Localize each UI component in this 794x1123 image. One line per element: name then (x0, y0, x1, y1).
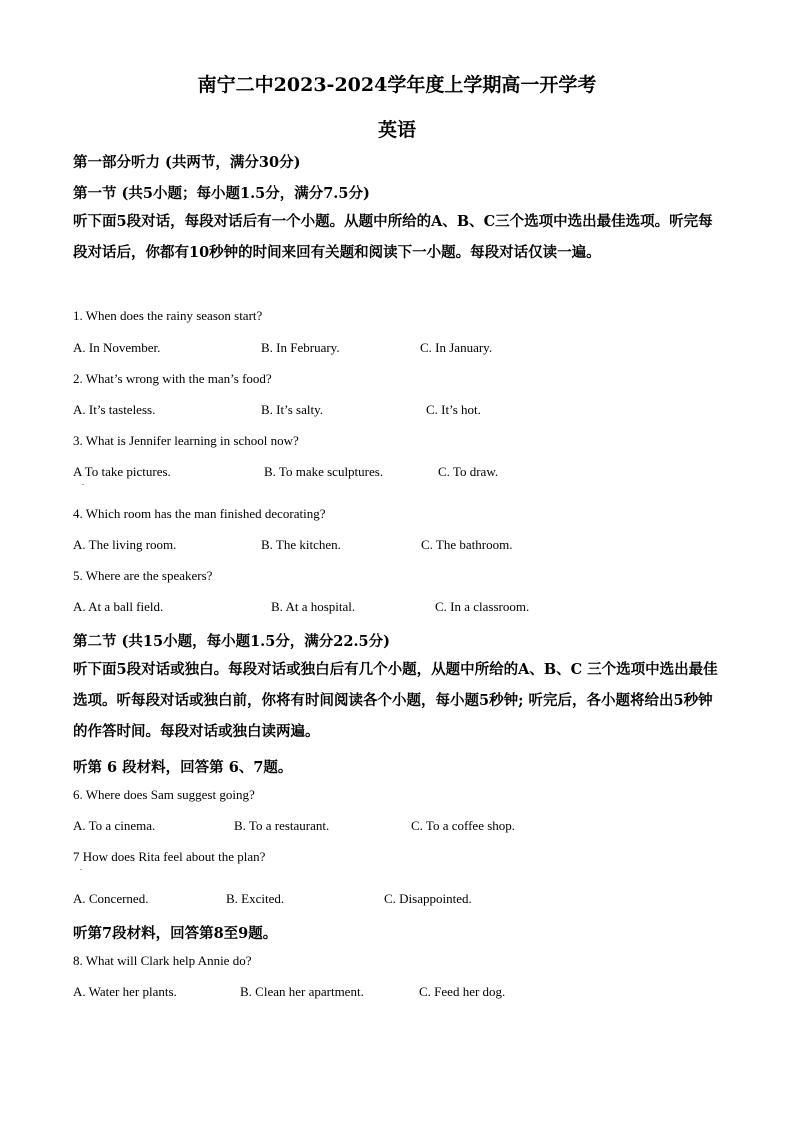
material6-heading: 听第 6 段材料，回答第 6、7题。 (73, 759, 293, 776)
option-a: A. To a cinema. (73, 818, 156, 833)
option-b: B. At a hospital. (271, 599, 356, 614)
option-c: C. The bathroom. (421, 537, 513, 552)
option-c: C. In a classroom. (435, 599, 530, 614)
option-c: C. Disappointed. (384, 891, 472, 906)
question-stem: 3. What is Jennifer learning in school now? (73, 433, 299, 448)
question-stem: 8. What will Clark help Annie do? (73, 953, 252, 968)
question-stem: 2. What’s wrong with the man’s food? (73, 371, 272, 386)
option-a: A. At a ball field. (73, 599, 164, 614)
option-b: B. The kitchen. (261, 537, 341, 552)
option-c: C. To draw. (438, 464, 499, 479)
question-stem: 6. Where does Sam suggest going? (73, 787, 255, 802)
question-stem: 5. Where are the speakers? (73, 568, 213, 583)
option-b: B. Clean her apartment. (240, 984, 364, 999)
option-a: A. In November. (73, 340, 161, 355)
question-stem: 7 How does Rita feel about the plan? (73, 849, 266, 864)
section1-heading: 第一节 (共5小题；每小题1.5分，满分7.5分) (73, 185, 370, 202)
option-a: A. It’s tasteless. (73, 402, 156, 417)
option-c: C. Feed her dog. (419, 984, 506, 999)
option-b: B. It’s salty. (261, 402, 323, 417)
question-stem: 4. Which room has the man finished decorating? (73, 506, 326, 521)
option-c: C. It’s hot. (426, 402, 481, 417)
option-a: A To take pictures. (73, 464, 171, 479)
option-a: A. Concerned. (73, 891, 149, 906)
material7-heading: 听第7段材料，回答第8至9题。 (73, 925, 278, 942)
option-c: C. To a coffee shop. (411, 818, 516, 833)
option-a: A. Water her plants. (73, 984, 177, 999)
part1-heading: 第一部分听力 (共两节，满分30分) (73, 154, 301, 171)
option-c: C. In January. (420, 340, 493, 355)
subject-title: 英语 (377, 119, 416, 141)
option-a: A. The living room. (73, 537, 177, 552)
stray-mark: . (82, 478, 84, 487)
section1-instructions: 听下面5段对话，每段对话后有一个小题。从题中所给的A、B、C三个选项中选出最佳选项。听完每段对话后，你都有10秒钟的时间来回有关题和阅读下一小题。每段对话仅读一遍。 (73, 213, 713, 261)
option-b: B. Excited. (226, 891, 285, 906)
option-b: B. To a restaurant. (234, 818, 330, 833)
section2-instructions: 听下面5段对话或独白。每段对话或独白后有几个小题，从题中所给的A、B、C 三个选项中选出最佳选项。听每段对话或独白前，你将有时间阅读各个小题，每小题5秒钟; 听完后，各小题将给出5秒钟的作答时间。每段对话或独白读两遍。 (73, 661, 718, 740)
section2-heading: 第二节 (共15小题，每小题1.5分，满分22.5分) (73, 633, 390, 650)
option-b: B. To make sculptures. (264, 464, 384, 479)
stray-mark: . (80, 863, 82, 872)
question-stem: 1. When does the rainy season start? (73, 308, 263, 323)
page-title: 南宁二中2023-2024学年度上学期高一开学考 (197, 74, 597, 96)
option-b: B. In February. (261, 340, 340, 355)
